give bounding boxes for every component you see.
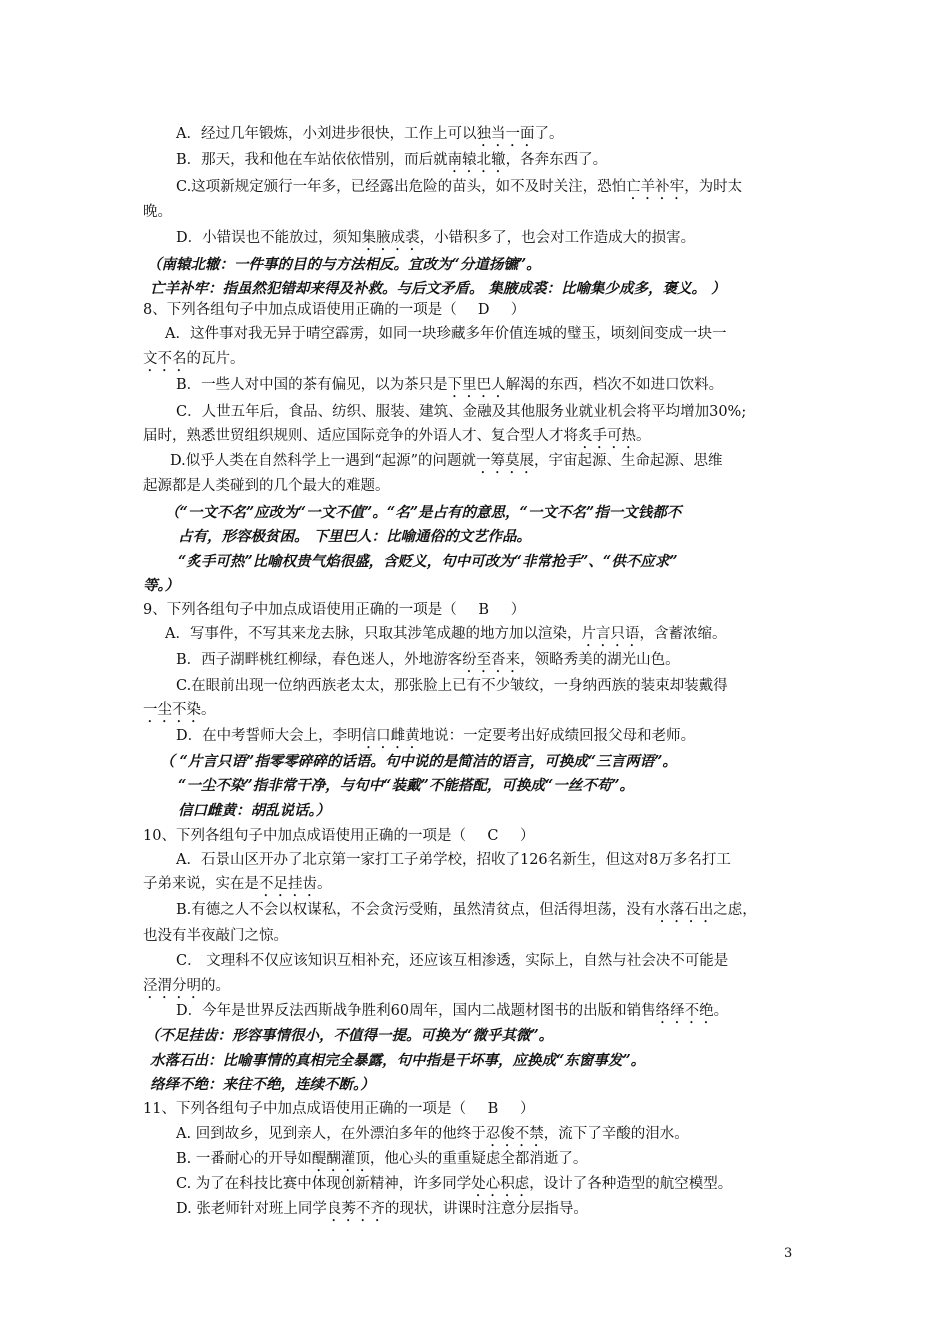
q7-option-c: C.这项新规定颁行一年多，已经露出危险的苗头，如不及时关注，恐怕亡羊补牢，为时太: [176, 179, 743, 195]
q8-option-d-cont: 起源都是人类碰到的几个最大的难题。: [143, 478, 390, 494]
dotted-idiom: 独当一面: [476, 126, 535, 142]
dotted-idiom: 信口雌黄: [361, 728, 420, 744]
q8-option-a: A．这件事对我无异于晴空霹雳，如同一块珍藏多年价值连城的璧玉，顷刻间变成一块一: [165, 326, 727, 342]
q10-stem: 10、下列各组句子中加点成语使用正确的一项是（ C ）: [143, 828, 535, 844]
q7-option-b: B．那天，我和他在车站依依惜别，而后就南辕北辙，各奔东西了。: [176, 152, 608, 168]
q8-answer: D: [477, 302, 490, 318]
q10-answer: C: [487, 828, 499, 844]
q9-note-line: （ “片言只语”指零零碎碎的话语。句中说的是简洁的语言，可换成“三言两语”。: [160, 753, 677, 770]
q7-note-line: 亡羊补牢：指虽然犯错却来得及补救。与后文矛盾。 集腋成裘：比喻集少成多，褒义。 ）: [150, 280, 726, 297]
dotted-idiom: 一筹莫展: [476, 453, 535, 469]
dotted-idiom: 良莠不齐: [326, 1201, 385, 1217]
q11-option-d: D. 张老师针对班上同学良莠不齐的现状，讲课时注意分层指导。: [176, 1201, 588, 1217]
dotted-idiom: 炙手可热: [578, 428, 636, 444]
q10-option-a-cont: 子弟来说，实在是不足挂齿。: [143, 876, 332, 892]
dotted-idiom: 水落石出: [655, 902, 714, 918]
q8-option-a-cont: 文不名的瓦片。: [143, 351, 245, 367]
q11-option-b: B. 一番耐心的开导如醍醐灌顶，他心头的重重疑虑全都消逝了。: [176, 1151, 588, 1167]
q11-stem: 11、下列各组句子中加点成语使用正确的一项是（ B ）: [143, 1101, 535, 1117]
q9-note-line: “一尘不染”指非常干净，与句中“装戴”不能搭配，可换成“一丝不苟”。: [178, 777, 635, 794]
q9-option-c: C.在眼前出现一位纳西族老太太，那张脸上已有不少皱纹，一身纳西族的装束却装戴得: [176, 678, 728, 694]
q8-note-line: 占有，形容极贫困。 下里巴人：比喻通俗的文艺作品。: [178, 528, 532, 545]
q10-note-line: 络绎不绝：来往不绝，连续不断。）: [150, 1076, 375, 1093]
q8-note-line: “炙手可热”比喻权贵气焰很盛，含贬义，句中可改为“非常抢手”、“供不应求”: [178, 553, 678, 570]
page-number: 3: [784, 1246, 793, 1261]
dotted-idiom: 下里巴人: [447, 377, 506, 393]
q7-option-a: A．经过几年锻炼，小刘进步很快，工作上可以独当一面了。: [176, 126, 564, 142]
q8-option-b: B．一些人对中国的茶有偏见，以为茶只是下里巴人解渴的东西，档次不如进口饮料。: [176, 377, 724, 393]
dotted-idiom: 醍醐灌顶: [311, 1151, 370, 1167]
q7-option-d: D．小错误也不能放过，须知集腋成裘，小错积多了，也会对工作造成大的损害。: [176, 230, 696, 246]
q11-option-c: C. 为了在科技比赛中体现创新精神，许多同学处心积虑，设计了各种造型的航空模型。: [176, 1176, 733, 1192]
q11-option-a: A. 回到故乡，见到亲人，在外漂泊多年的他终于忍俊不禁，流下了辛酸的泪水。: [176, 1126, 689, 1142]
q9-option-c-cont: 一尘不染。: [143, 702, 216, 718]
dotted-idiom: 不足挂齿: [259, 876, 317, 892]
q10-option-b: B.有德之人不会以权谋私，不会贪污受贿，虽然清贫点，但活得坦荡，没有水落石出之虑，: [176, 902, 757, 918]
dotted-idiom: 文不名: [143, 351, 187, 367]
q8-option-c: C．人世五年后，食品、纺织、服装、建筑、金融及其他服务业就业机会将平均增加30%;: [176, 404, 747, 420]
dotted-idiom: 南辕北辙: [447, 152, 506, 168]
q9-stem: 9、下列各组句子中加点成语使用正确的一项是（ B ）: [143, 602, 526, 618]
dotted-idiom: 片言只语: [581, 626, 640, 642]
dotted-idiom: 处心积虑: [471, 1176, 530, 1192]
q10-note-line: 水落石出：比喻事情的真相完全暴露，句中指是干坏事，应换成“东窗事发”。: [150, 1052, 646, 1069]
dotted-idiom: 集腋成裘: [361, 230, 420, 246]
q10-note-line: （不足挂齿：形容事情很小，不值得一提。可换为“微乎其微”。: [145, 1027, 554, 1044]
q10-option-c: C． 文理科不仅应该知识互相补充，还应该互相渗透，实际上，自然与社会决不可能是: [176, 953, 729, 969]
dotted-idiom: 络绎不绝: [655, 1003, 714, 1019]
q8-note-line: 等。）: [143, 577, 180, 594]
q9-note-line: 信口雌黄：胡乱说话。）: [178, 802, 331, 819]
q11-answer: B: [487, 1101, 499, 1117]
dotted-idiom: 忍俊不禁: [485, 1126, 544, 1142]
dotted-idiom: 一尘不染: [143, 702, 201, 718]
q9-answer: B: [478, 602, 490, 618]
q8-note-line: （“一文不名”应改为“一文不值”。“名”是占有的意思，“一文不名”指一文钱都不: [165, 504, 682, 521]
q10-option-b-cont: 也没有半夜敲门之惊。: [143, 928, 288, 944]
dotted-idiom: 泾渭分明: [143, 978, 201, 994]
dotted-idiom: 亡羊补牢: [626, 179, 685, 195]
q9-option-d: D．在中考誓师大会上，李明信口雌黄地说：一定要考出好成绩回报父母和老师。: [176, 728, 696, 744]
q8-option-c-cont: 届时，熟悉世贸组织规则、适应国际竞争的外语人才、复合型人才将炙手可热。: [143, 428, 651, 444]
q10-option-c-cont: 泾渭分明的。: [143, 978, 230, 994]
dotted-idiom: 纷至沓来: [462, 652, 521, 668]
q10-option-d: D．今年是世界反法西斯战争胜利60周年，国内二战题材图书的出版和销售络绎不绝。: [176, 1003, 729, 1019]
q7-option-c-cont: 晚。: [143, 204, 172, 220]
q10-option-a: A．石景山区开办了北京第一家打工子弟学校，招收了126名新生，但这对8万多名打工: [176, 852, 731, 868]
q7-note-line: （南辕北辙：一件事的目的与方法相反。宜改为“分道扬镳”。: [147, 256, 541, 273]
q9-option-b: B．西子湖畔桃红柳绿，春色迷人，外地游客纷至沓来，领略秀美的湖光山色。: [176, 652, 680, 668]
q9-option-a: A．写事件，不写其来龙去脉，只取其涉笔成趣的地方加以渲染，片言只语，含蓄浓缩。: [165, 626, 727, 642]
q8-option-d: D.似乎人类在自然科学上一遇到“起源”的问题就一筹莫展，宇宙起源、生命起源、思维: [170, 453, 723, 469]
q8-stem: 8、下列各组句子中加点成语使用正确的一项是（ D ）: [143, 302, 526, 318]
